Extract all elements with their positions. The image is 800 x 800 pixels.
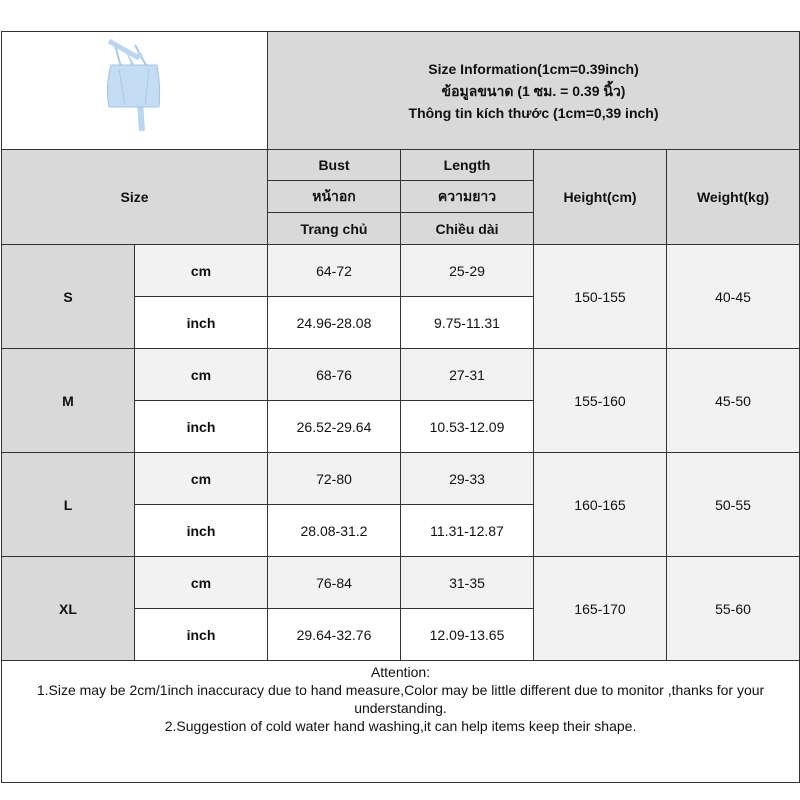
weight-value: 45-50 (667, 349, 800, 453)
unit-cm: cm (135, 557, 268, 609)
title-en: Size Information(1cm=0.39inch) (428, 60, 639, 77)
bust-inch: 24.96-28.08 (268, 297, 401, 349)
unit-inch: inch (135, 505, 268, 557)
title-cell (268, 32, 800, 150)
weight-value: 40-45 (667, 245, 800, 349)
unit-inch: inch (135, 401, 268, 453)
table-row (2, 245, 800, 297)
length-inch: 12.09-13.65 (401, 609, 534, 661)
title-th: ข้อมูลขนาด (1 ซม. = 0.39 นิ้ว) (441, 82, 626, 99)
attention-line-1: 1.Size may be 2cm/1inch inaccuracy due to hand measure,Color may be little different due to monitor ,thanks for your understanding. (36, 682, 765, 716)
bust-cm: 64-72 (268, 245, 401, 297)
table-row (2, 453, 800, 505)
table-row (2, 557, 800, 609)
height-value: 150-155 (534, 245, 667, 349)
unit-cm: cm (135, 453, 268, 505)
title-row (2, 32, 800, 150)
length-cm: 29-33 (401, 453, 534, 505)
length-cm: 27-31 (401, 349, 534, 401)
bust-cm: 76-84 (268, 557, 401, 609)
bust-inch: 29.64-32.76 (268, 609, 401, 661)
bust-header-th: หน้าอก (268, 181, 401, 213)
unit-cm: cm (135, 349, 268, 401)
title-vi: Thông tin kích thước (1cm=0,39 inch) (408, 104, 659, 121)
unit-cm: cm (135, 245, 268, 297)
attention-row (2, 661, 800, 783)
bust-inch: 26.52-29.64 (268, 401, 401, 453)
camisole-top-icon (75, 35, 195, 147)
attention-note (2, 661, 800, 783)
size-chart (1, 31, 799, 784)
height-header: Height(cm) (534, 150, 667, 245)
size-name-s: S (2, 245, 135, 349)
height-value: 155-160 (534, 349, 667, 453)
bust-inch: 28.08-31.2 (268, 505, 401, 557)
bust-header-en: Bust (268, 150, 401, 181)
weight-header: Weight(kg) (667, 150, 800, 245)
length-inch: 10.53-12.09 (401, 401, 534, 453)
unit-inch: inch (135, 297, 268, 349)
bust-cm: 72-80 (268, 453, 401, 505)
size-name-m: M (2, 349, 135, 453)
length-header-th: ความยาว (401, 181, 534, 213)
bust-header-vi: Trang chủ (268, 213, 401, 245)
length-cm: 25-29 (401, 245, 534, 297)
length-inch: 11.31-12.87 (401, 505, 534, 557)
attention-line-2: 2.Suggestion of cold water hand washing,it can help items keep their shape. (164, 718, 637, 734)
weight-value: 55-60 (667, 557, 800, 661)
attention-title: Attention: (370, 664, 431, 680)
length-inch: 9.75-11.31 (401, 297, 534, 349)
corner-mark-icon (268, 32, 270, 36)
height-value: 160-165 (534, 453, 667, 557)
product-image-cell (2, 32, 268, 150)
unit-inch: inch (135, 609, 268, 661)
bust-cm: 68-76 (268, 349, 401, 401)
size-name-l: L (2, 453, 135, 557)
length-cm: 31-35 (401, 557, 534, 609)
weight-value: 50-55 (667, 453, 800, 557)
size-table (1, 31, 800, 783)
size-name-xl: XL (2, 557, 135, 661)
table-row (2, 349, 800, 401)
length-header-vi: Chiều dài (401, 213, 534, 245)
size-heading: Size (2, 150, 268, 245)
length-header-en: Length (401, 150, 534, 181)
height-value: 165-170 (534, 557, 667, 661)
header-row-1 (2, 150, 800, 181)
